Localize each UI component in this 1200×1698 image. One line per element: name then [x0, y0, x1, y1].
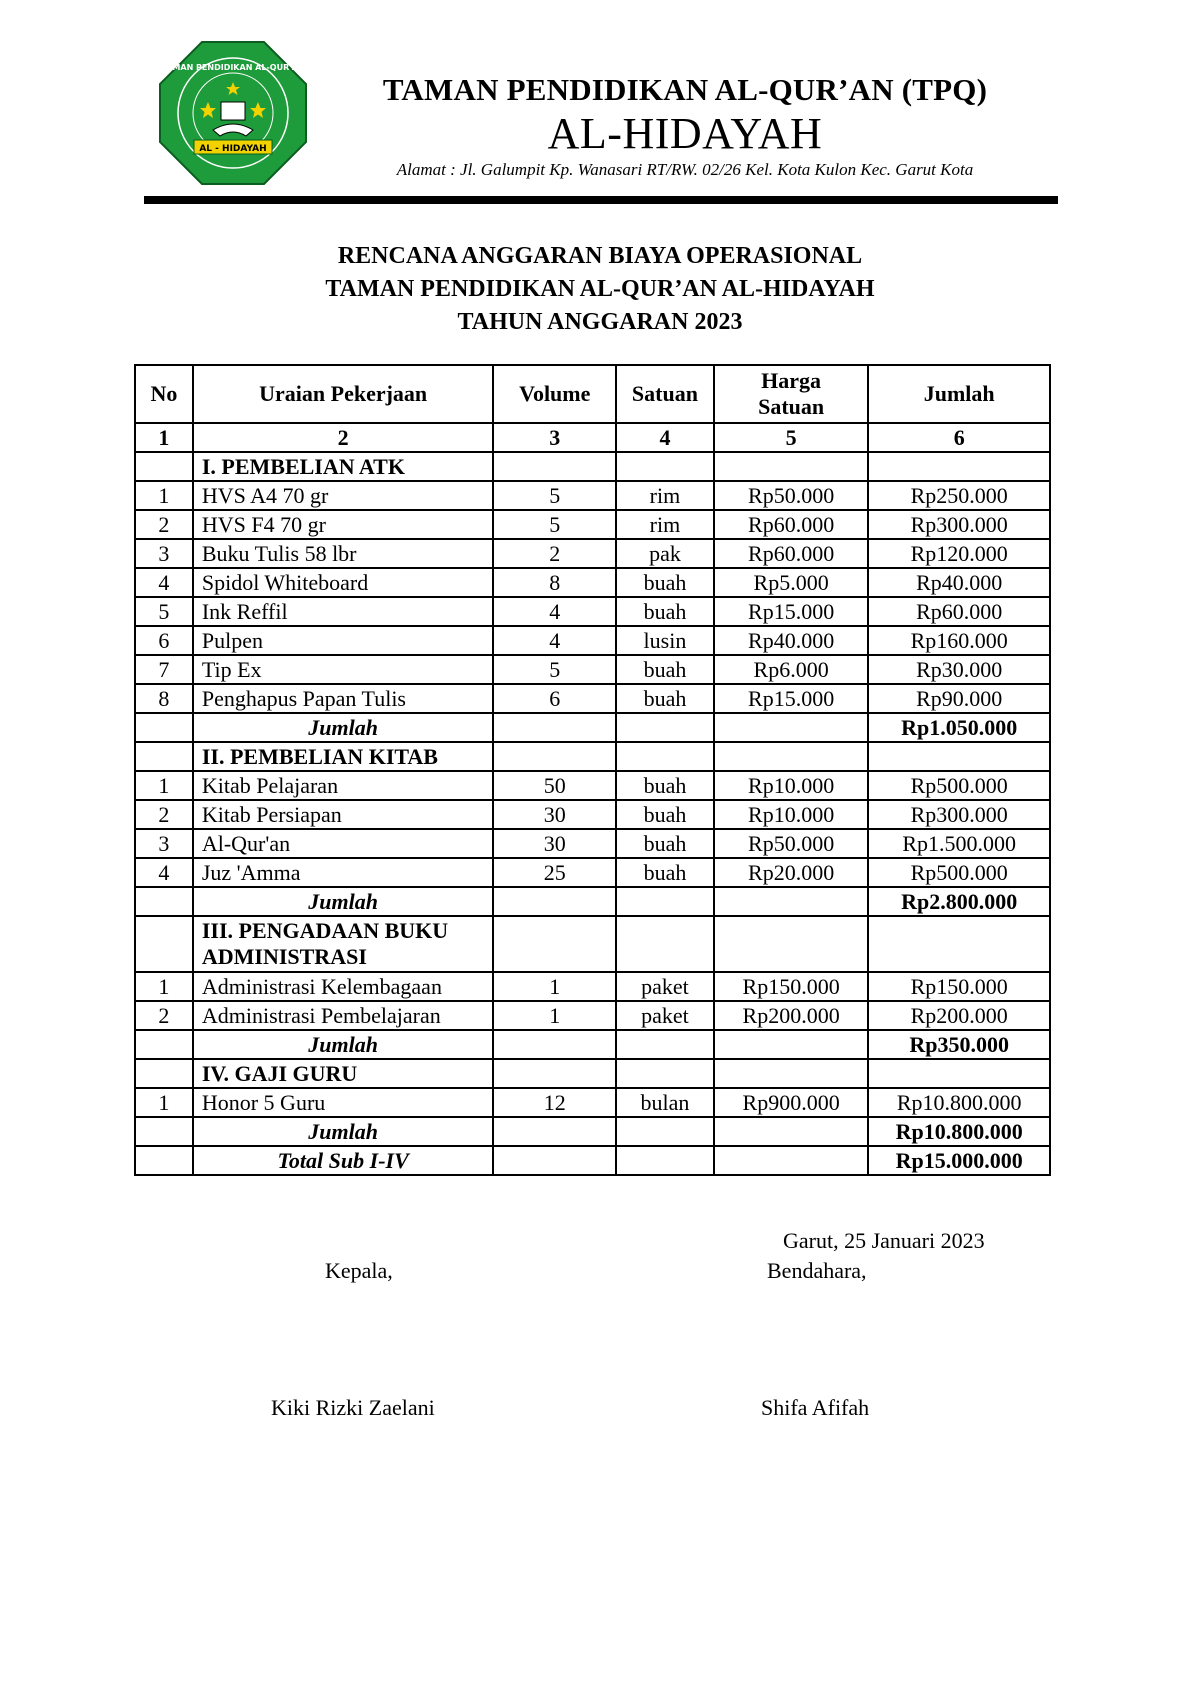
- subtotal-row: [135, 887, 1050, 916]
- table-row: [135, 829, 1050, 858]
- table-index-row: [135, 423, 1050, 452]
- item-description: Administrasi Kelembagaan: [193, 972, 494, 1001]
- empty-cell: [616, 1059, 714, 1088]
- grand-total-label: Total Sub I-IV: [193, 1146, 494, 1175]
- item-unit: buah: [616, 568, 714, 597]
- item-volume: 30: [493, 800, 616, 829]
- section-header-row: [135, 1059, 1050, 1088]
- item-no: 7: [135, 655, 193, 684]
- item-volume: 5: [493, 510, 616, 539]
- item-description: Kitab Pelajaran: [193, 771, 494, 800]
- index-cell: 4: [616, 423, 714, 452]
- item-description: Administrasi Pembelajaran: [193, 1001, 494, 1030]
- index-cell: 5: [714, 423, 869, 452]
- item-total: Rp40.000: [868, 568, 1050, 597]
- empty-cell: [493, 742, 616, 771]
- item-unit-price: Rp50.000: [714, 481, 869, 510]
- col-header-no: No: [135, 365, 193, 423]
- empty-cell: [135, 1059, 193, 1088]
- budget-table: [134, 364, 1051, 1176]
- item-volume: 50: [493, 771, 616, 800]
- item-unit: buah: [616, 829, 714, 858]
- table-header-row: [135, 365, 1050, 423]
- table-row: [135, 1001, 1050, 1030]
- doc-title-line3: TAHUN ANGGARAN 2023: [457, 309, 743, 335]
- book-icon: [221, 102, 245, 120]
- item-no: 3: [135, 829, 193, 858]
- item-description: Pulpen: [193, 626, 494, 655]
- item-unit-price: Rp15.000: [714, 597, 869, 626]
- item-unit: buah: [616, 684, 714, 713]
- item-description: HVS F4 70 gr: [193, 510, 494, 539]
- item-unit-price: Rp50.000: [714, 829, 869, 858]
- item-unit-price: Rp10.000: [714, 771, 869, 800]
- item-no: 4: [135, 858, 193, 887]
- item-description: Penghapus Papan Tulis: [193, 684, 494, 713]
- item-volume: 4: [493, 597, 616, 626]
- doc-title-line2: TAMAN PENDIDIKAN AL-QUR’AN AL-HIDAYAH: [325, 276, 875, 302]
- item-no: 2: [135, 800, 193, 829]
- table-row: [135, 655, 1050, 684]
- table-row: [135, 800, 1050, 829]
- section-title: IV. GAJI GURU: [193, 1059, 494, 1088]
- item-unit-price: Rp15.000: [714, 684, 869, 713]
- subtotal-row: [135, 1030, 1050, 1059]
- subtotal-row: [135, 1117, 1050, 1146]
- table-row: [135, 1088, 1050, 1117]
- item-unit: lusin: [616, 626, 714, 655]
- header-institution-title: AL-HIDAYAH: [547, 109, 823, 158]
- logo-arc-text: TAMAN PENDIDIKAN AL-QUR'AN: [161, 63, 305, 72]
- item-total: Rp90.000: [868, 684, 1050, 713]
- item-description: Kitab Persiapan: [193, 800, 494, 829]
- empty-cell: [135, 1146, 193, 1175]
- subtotal-value: Rp10.800.000: [868, 1117, 1050, 1146]
- item-no: 8: [135, 684, 193, 713]
- item-unit-price: Rp40.000: [714, 626, 869, 655]
- item-description: Ink Reffil: [193, 597, 494, 626]
- header-address: Alamat : Jl. Galumpit Kp. Wanasari RT/RW. 02/26 Kel. Kota Kulon Kec. Garut Kota: [396, 160, 974, 179]
- table-row: [135, 510, 1050, 539]
- item-volume: 5: [493, 481, 616, 510]
- item-unit-price: Rp150.000: [714, 972, 869, 1001]
- empty-cell: [135, 887, 193, 916]
- item-unit-price: Rp10.000: [714, 800, 869, 829]
- table-row: [135, 858, 1050, 887]
- table-row: [135, 568, 1050, 597]
- item-unit-price: Rp60.000: [714, 539, 869, 568]
- item-total: Rp300.000: [868, 800, 1050, 829]
- item-total: Rp60.000: [868, 597, 1050, 626]
- col-header-description: Uraian Pekerjaan: [193, 365, 494, 423]
- item-total: Rp500.000: [868, 771, 1050, 800]
- empty-cell: [135, 713, 193, 742]
- empty-cell: [135, 452, 193, 481]
- item-volume: 1: [493, 1001, 616, 1030]
- item-no: 6: [135, 626, 193, 655]
- item-no: 2: [135, 510, 193, 539]
- col-header-total: Jumlah: [868, 365, 1050, 423]
- item-unit: buah: [616, 771, 714, 800]
- empty-cell: [493, 1146, 616, 1175]
- item-unit: buah: [616, 597, 714, 626]
- empty-cell: [493, 1117, 616, 1146]
- col-header-unit: Satuan: [616, 365, 714, 423]
- subtotal-label: Jumlah: [193, 1030, 494, 1059]
- item-unit-price: Rp60.000: [714, 510, 869, 539]
- item-volume: 6: [493, 684, 616, 713]
- empty-cell: [493, 713, 616, 742]
- section-title: II. PEMBELIAN KITAB: [193, 742, 494, 771]
- empty-cell: [493, 887, 616, 916]
- item-total: Rp160.000: [868, 626, 1050, 655]
- table-row: [135, 626, 1050, 655]
- empty-cell: [714, 1117, 869, 1146]
- subtotal-value: Rp350.000: [868, 1030, 1050, 1059]
- index-cell: 2: [193, 423, 494, 452]
- empty-cell: [616, 1117, 714, 1146]
- subtotal-value: Rp2.800.000: [868, 887, 1050, 916]
- item-volume: 25: [493, 858, 616, 887]
- item-total: Rp120.000: [868, 539, 1050, 568]
- empty-cell: [616, 713, 714, 742]
- item-description: Juz 'Amma: [193, 858, 494, 887]
- subtotal-label: Jumlah: [193, 713, 494, 742]
- section-header-row: [135, 916, 1050, 972]
- item-volume: 1: [493, 972, 616, 1001]
- index-cell: 3: [493, 423, 616, 452]
- table-row: [135, 597, 1050, 626]
- item-unit-price: Rp5.000: [714, 568, 869, 597]
- empty-cell: [135, 1117, 193, 1146]
- item-no: 1: [135, 972, 193, 1001]
- empty-cell: [714, 1059, 869, 1088]
- item-volume: 8: [493, 568, 616, 597]
- empty-cell: [135, 916, 193, 972]
- empty-cell: [135, 742, 193, 771]
- item-unit: paket: [616, 972, 714, 1001]
- empty-cell: [868, 742, 1050, 771]
- empty-cell: [616, 887, 714, 916]
- item-volume: 30: [493, 829, 616, 858]
- subtotal-value: Rp1.050.000: [868, 713, 1050, 742]
- item-total: Rp10.800.000: [868, 1088, 1050, 1117]
- item-description: Spidol Whiteboard: [193, 568, 494, 597]
- item-no: 2: [135, 1001, 193, 1030]
- item-total: Rp150.000: [868, 972, 1050, 1001]
- item-volume: 12: [493, 1088, 616, 1117]
- grand-total-row: [135, 1146, 1050, 1175]
- signature-place-date: Garut, 25 Januari 2023: [783, 1228, 985, 1253]
- empty-cell: [714, 1146, 869, 1175]
- item-unit: paket: [616, 1001, 714, 1030]
- item-unit-price: Rp20.000: [714, 858, 869, 887]
- table-row: [135, 972, 1050, 1001]
- section-title: III. PENGADAAN BUKU ADMINISTRASI: [193, 916, 494, 972]
- item-no: 1: [135, 1088, 193, 1117]
- item-volume: 5: [493, 655, 616, 684]
- empty-cell: [616, 452, 714, 481]
- item-total: Rp1.500.000: [868, 829, 1050, 858]
- item-no: 4: [135, 568, 193, 597]
- item-description: Tip Ex: [193, 655, 494, 684]
- empty-cell: [616, 1030, 714, 1059]
- item-unit-price: Rp6.000: [714, 655, 869, 684]
- table-row: [135, 771, 1050, 800]
- empty-cell: [714, 742, 869, 771]
- index-cell: 1: [135, 423, 193, 452]
- empty-cell: [493, 1059, 616, 1088]
- item-total: Rp500.000: [868, 858, 1050, 887]
- section-header-row: [135, 452, 1050, 481]
- subtotal-label: Jumlah: [193, 1117, 494, 1146]
- item-volume: 2: [493, 539, 616, 568]
- empty-cell: [616, 1146, 714, 1175]
- signature-name-head: Kiki Rizki Zaelani: [271, 1395, 435, 1420]
- item-description: Honor 5 Guru: [193, 1088, 494, 1117]
- subtotal-row: [135, 713, 1050, 742]
- empty-cell: [616, 742, 714, 771]
- empty-cell: [616, 916, 714, 972]
- section-title: I. PEMBELIAN ATK: [193, 452, 494, 481]
- item-unit: rim: [616, 481, 714, 510]
- item-volume: 4: [493, 626, 616, 655]
- header-institution-name: TAMAN PENDIDIKAN AL-QUR’AN (TPQ): [382, 72, 988, 107]
- index-cell: 6: [868, 423, 1050, 452]
- section-header-row: [135, 742, 1050, 771]
- signature-role-treasurer: Bendahara,: [767, 1258, 867, 1283]
- item-unit-price: Rp200.000: [714, 1001, 869, 1030]
- logo-banner-text: AL - HIDAYAH: [199, 144, 267, 154]
- item-unit: pak: [616, 539, 714, 568]
- empty-cell: [714, 916, 869, 972]
- item-no: 1: [135, 771, 193, 800]
- empty-cell: [135, 1030, 193, 1059]
- item-description: Buku Tulis 58 lbr: [193, 539, 494, 568]
- signature-role-head: Kepala,: [325, 1258, 393, 1283]
- empty-cell: [714, 887, 869, 916]
- empty-cell: [868, 1059, 1050, 1088]
- item-total: Rp200.000: [868, 1001, 1050, 1030]
- empty-cell: [493, 916, 616, 972]
- item-unit: rim: [616, 510, 714, 539]
- item-unit: bulan: [616, 1088, 714, 1117]
- item-unit-price: Rp900.000: [714, 1088, 869, 1117]
- signature-name-treasurer: Shifa Afifah: [761, 1395, 870, 1420]
- item-description: HVS A4 70 gr: [193, 481, 494, 510]
- table-row: [135, 684, 1050, 713]
- empty-cell: [714, 1030, 869, 1059]
- table-row: [135, 539, 1050, 568]
- item-unit: buah: [616, 800, 714, 829]
- empty-cell: [868, 916, 1050, 972]
- empty-cell: [868, 452, 1050, 481]
- item-description: Al-Qur'an: [193, 829, 494, 858]
- item-no: 3: [135, 539, 193, 568]
- subtotal-label: Jumlah: [193, 887, 494, 916]
- col-header-volume: Volume: [493, 365, 616, 423]
- doc-title-line1: RENCANA ANGGARAN BIAYA OPERASIONAL: [337, 243, 863, 269]
- tpq-logo: [158, 40, 308, 186]
- item-total: Rp30.000: [868, 655, 1050, 684]
- item-unit: buah: [616, 858, 714, 887]
- empty-cell: [714, 452, 869, 481]
- grand-total-value: Rp15.000.000: [868, 1146, 1050, 1175]
- table-row: [135, 481, 1050, 510]
- col-header-unit-price: Harga Satuan: [714, 365, 869, 423]
- header-divider: [144, 196, 1058, 204]
- empty-cell: [493, 1030, 616, 1059]
- item-no: 5: [135, 597, 193, 626]
- item-no: 1: [135, 481, 193, 510]
- empty-cell: [714, 713, 869, 742]
- empty-cell: [493, 452, 616, 481]
- item-total: Rp250.000: [868, 481, 1050, 510]
- item-total: Rp300.000: [868, 510, 1050, 539]
- item-unit: buah: [616, 655, 714, 684]
